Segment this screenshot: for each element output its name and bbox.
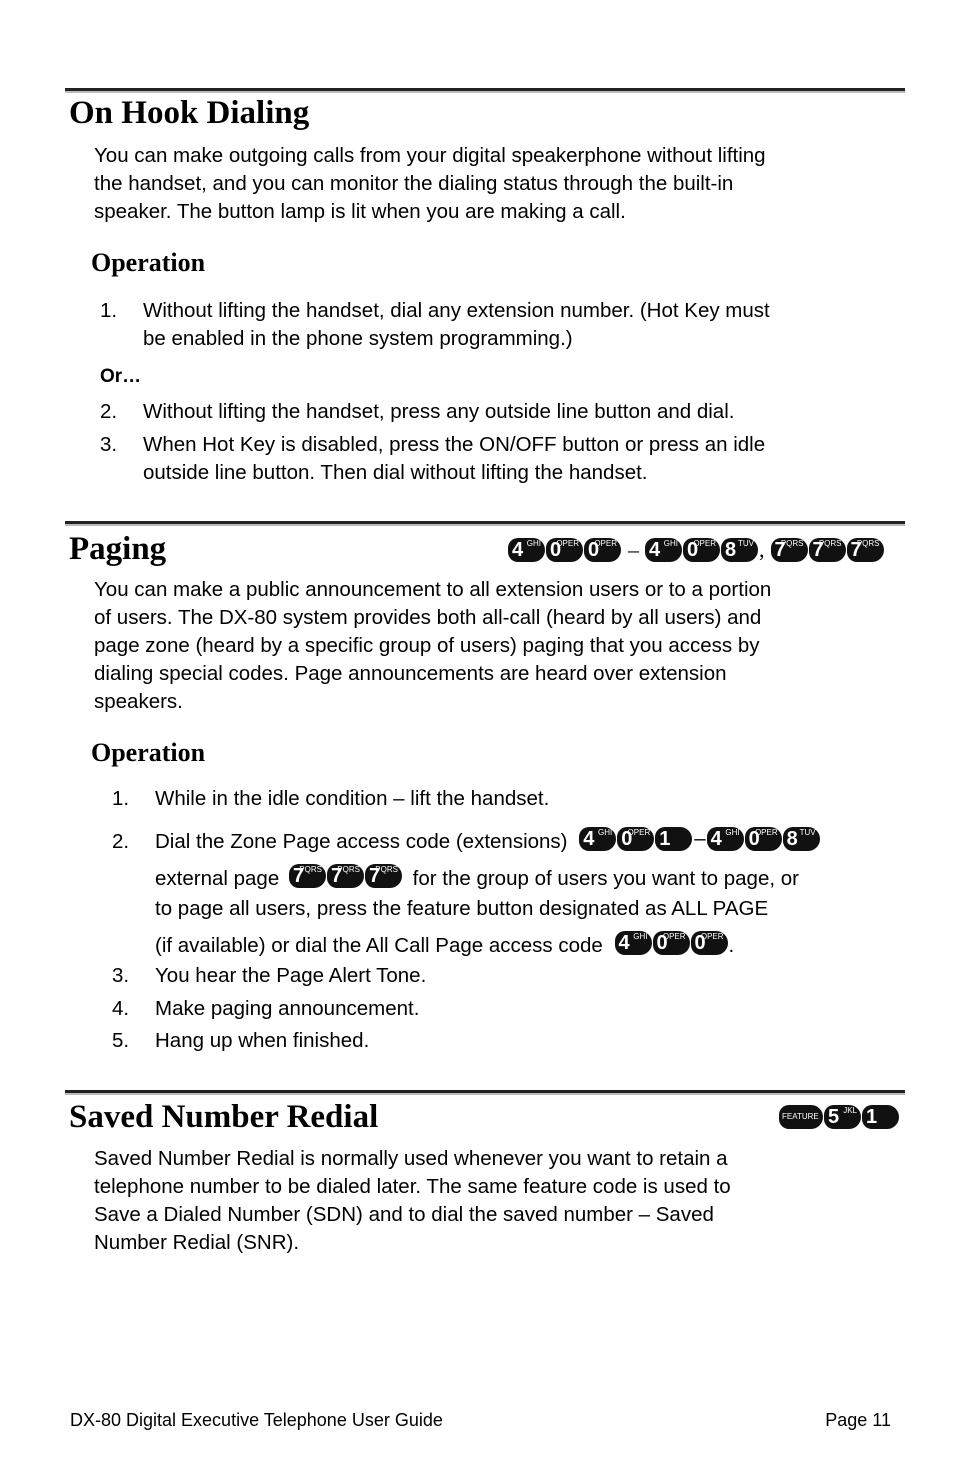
separator-comma: , bbox=[759, 537, 765, 562]
key-8-icon: 8 TUV bbox=[721, 538, 758, 562]
list-item bbox=[112, 1027, 902, 1055]
list-number: 2. bbox=[100, 400, 118, 423]
feature-key-icon: FEATURE bbox=[779, 1105, 823, 1129]
text-line: external page bbox=[155, 867, 280, 890]
list-item bbox=[100, 297, 900, 353]
key-0-icon: 0 OPER bbox=[617, 827, 654, 851]
section-rule bbox=[65, 1090, 905, 1095]
text-line: Without lifting the handset, dial any extension number. (Hot Key must bbox=[143, 299, 770, 322]
key-1-icon: 1 bbox=[655, 827, 692, 851]
key-0-icon: 0 OPER bbox=[546, 538, 583, 562]
key-7-icon: 7 PQRS bbox=[289, 864, 326, 888]
text-line: outside line button. Then dial without lifting the handset. bbox=[143, 461, 648, 484]
text-line: for the group of users you want to page, or bbox=[412, 867, 799, 890]
list-item bbox=[100, 431, 900, 487]
text-line: While in the idle condition – lift the handset. bbox=[155, 787, 550, 810]
paging-key-codes bbox=[508, 537, 885, 563]
key-4-icon: 4 GHI bbox=[615, 931, 652, 955]
text-line: speakers. bbox=[94, 690, 183, 713]
key-8-icon: 8 TUV bbox=[783, 827, 820, 851]
footer-title: DX-80 Digital Executive Telephone User Guide bbox=[70, 1410, 443, 1430]
saved-redial-key-codes bbox=[779, 1105, 900, 1129]
list-item bbox=[112, 785, 902, 813]
key-7-icon: 7 PQRS bbox=[365, 864, 402, 888]
paging-intro bbox=[94, 576, 904, 716]
text-line: the handset, and you can monitor the dialing status through the built-in bbox=[94, 172, 734, 195]
list-item bbox=[112, 828, 902, 958]
text-line: of users. The DX-80 system provides both all-call (heard by all users) and bbox=[94, 606, 762, 629]
key-4-icon: 4 GHI bbox=[579, 827, 616, 851]
text-line: speaker. The button lamp is lit when you are making a call. bbox=[94, 200, 626, 223]
text-line: Number Redial (SNR). bbox=[94, 1231, 300, 1254]
page-number: Page 11 bbox=[825, 1410, 891, 1430]
zone-page-codes bbox=[579, 825, 820, 853]
list-number: 3. bbox=[100, 433, 118, 456]
key-0-icon: 0 OPER bbox=[691, 931, 728, 955]
key-7-icon: 7 PQRS bbox=[809, 538, 846, 562]
key-0-icon: 0 OPER bbox=[683, 538, 720, 562]
text-line: to page all users, press the feature button designated as ALL PAGE bbox=[155, 897, 769, 920]
text-line: Without lifting the handset, press any outside line button and dial. bbox=[143, 400, 735, 423]
all-call-page-codes bbox=[615, 931, 729, 955]
saved-redial-intro bbox=[94, 1145, 904, 1257]
section-title-paging: Paging bbox=[69, 531, 167, 567]
section-title-saved-number-redial: Saved Number Redial bbox=[69, 1099, 379, 1135]
text-line: (if available) or dial the All Call Page access code bbox=[155, 934, 603, 957]
separator-dash: – bbox=[628, 537, 639, 562]
on-hook-intro bbox=[94, 142, 904, 226]
key-4-icon: 4 GHI bbox=[508, 538, 545, 562]
key-4-icon: 4 GHI bbox=[707, 827, 744, 851]
text-line: Make paging announcement. bbox=[155, 997, 420, 1020]
text-line: You hear the Page Alert Tone. bbox=[155, 964, 427, 987]
key-0-icon: 0 OPER bbox=[653, 931, 690, 955]
list-number: 1. bbox=[100, 299, 118, 322]
section-title-on-hook-dialing: On Hook Dialing bbox=[69, 95, 310, 131]
list-number: 4. bbox=[112, 997, 130, 1020]
operation-heading: Operation bbox=[91, 248, 206, 277]
list-number: 1. bbox=[112, 787, 130, 810]
text-line: Saved Number Redial is normally used whenever you want to retain a bbox=[94, 1147, 728, 1170]
key-0-icon: 0 OPER bbox=[584, 538, 621, 562]
key-7-icon: 7 PQRS bbox=[327, 864, 364, 888]
list-item bbox=[112, 995, 902, 1023]
or-label: Or… bbox=[100, 366, 142, 387]
key-7-icon: 7 PQRS bbox=[847, 538, 884, 562]
text-line: telephone number to be dialed later. The same feature code is used to bbox=[94, 1175, 731, 1198]
text-line: You can make outgoing calls from your digital speakerphone without lifting bbox=[94, 144, 766, 167]
key-5-icon: 5 JKL bbox=[824, 1105, 861, 1129]
key-7-icon: 7 PQRS bbox=[771, 538, 808, 562]
list-number: 2. bbox=[112, 830, 130, 853]
list-number: 3. bbox=[112, 964, 130, 987]
list-item bbox=[112, 962, 902, 990]
key-4-icon: 4 GHI bbox=[645, 538, 682, 562]
text-line: Dial the Zone Page access code (extensions) bbox=[155, 830, 568, 853]
text-line: be enabled in the phone system programming.) bbox=[143, 327, 573, 350]
text-line: You can make a public announcement to all extension users or to a portion bbox=[94, 578, 772, 601]
operation-heading: Operation bbox=[91, 738, 206, 767]
external-page-codes bbox=[289, 864, 403, 888]
key-1-icon: 1 bbox=[862, 1105, 899, 1129]
text-line: page zone (heard by a specific group of users) paging that you access by bbox=[94, 634, 760, 657]
text-line: . bbox=[728, 934, 735, 957]
text-line: dialing special codes. Page announcements are heard over extension bbox=[94, 662, 727, 685]
key-0-icon: 0 OPER bbox=[745, 827, 782, 851]
list-item bbox=[100, 398, 900, 426]
text-line: Save a Dialed Number (SDN) and to dial the saved number – Saved bbox=[94, 1203, 714, 1226]
list-number: 5. bbox=[112, 1029, 130, 1052]
text-line: When Hot Key is disabled, press the ON/OFF button or press an idle bbox=[143, 433, 766, 456]
separator-dash: – bbox=[694, 826, 706, 850]
section-rule bbox=[65, 521, 905, 526]
text-line: Hang up when finished. bbox=[155, 1029, 370, 1052]
section-rule bbox=[65, 88, 905, 93]
